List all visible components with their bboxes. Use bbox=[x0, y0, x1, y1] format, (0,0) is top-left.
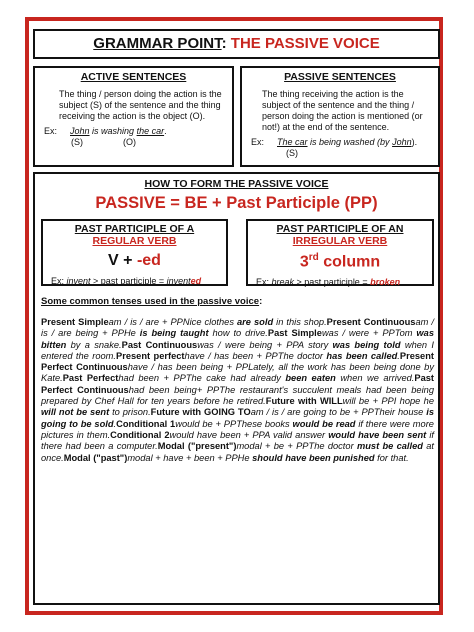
tense-example: A valid answer bbox=[264, 429, 329, 440]
regular-example-ending: ed bbox=[190, 276, 202, 286]
active-marks: (S) (O) bbox=[71, 137, 136, 147]
how-to-form-box bbox=[33, 172, 440, 605]
passive-example-agent: John bbox=[392, 137, 412, 147]
tense-form: modal + have + been + PP bbox=[127, 452, 238, 463]
tense-form: modal + be + PP bbox=[236, 441, 309, 452]
tense-name: Present Perfect Continuous bbox=[41, 350, 434, 373]
tense-name: Modal ("past") bbox=[63, 452, 128, 463]
page-title bbox=[33, 29, 440, 59]
tenses-section bbox=[41, 296, 434, 464]
tense-example: I hope he bbox=[393, 396, 434, 407]
tense-example: The doctor bbox=[277, 350, 327, 361]
tense-example-end: if there were more pictures in them. bbox=[41, 418, 434, 440]
irregular-example bbox=[256, 277, 432, 287]
tense-example: Lately, all the work has been being done by Kate. bbox=[41, 362, 434, 384]
tense-example-verb: is being taught bbox=[139, 328, 209, 339]
passive-formula: PASSIVE = BE + Past Participle (PP) bbox=[95, 194, 378, 212]
irregular-example-verb: break bbox=[271, 277, 295, 288]
how-to-heading: HOW TO FORM THE PASSIVE VOICE bbox=[144, 178, 329, 190]
active-example-object: the car bbox=[136, 126, 165, 136]
active-example bbox=[44, 126, 224, 137]
passive-example-end: ). bbox=[411, 137, 418, 147]
tense-example: The restaurant's succulent meals had been being prepared by Chef Hall for ten years before he retired. bbox=[41, 384, 434, 407]
tense-name: Past Perfect Continuous bbox=[41, 373, 435, 395]
passive-example bbox=[251, 137, 430, 148]
tense-name: Modal ("present") bbox=[157, 441, 237, 452]
regular-example-prefix: Ex: bbox=[51, 276, 67, 286]
tense-form: will be + PP bbox=[342, 396, 394, 407]
tense-example-end: in this shop. bbox=[273, 317, 327, 327]
tense-form: was / were + PP bbox=[321, 328, 395, 339]
irregular-rule-rest: column bbox=[318, 253, 381, 271]
tense-example-verb: has been called bbox=[326, 350, 398, 361]
active-example-label: Ex: bbox=[44, 126, 58, 136]
tenses-heading-text: Some common tenses used in the passive voice bbox=[41, 296, 260, 307]
irregular-rule bbox=[248, 252, 432, 271]
active-heading: ACTIVE SENTENCES bbox=[80, 71, 187, 83]
tense-example: Nice clothes bbox=[182, 317, 238, 327]
tense-example-verb: would have been sent bbox=[328, 429, 427, 440]
tense-form: am / is / are being + PP bbox=[41, 317, 434, 339]
title-colon: : bbox=[221, 35, 227, 52]
irregular-title-line1: PAST PARTICIPLE OF AN bbox=[276, 223, 404, 235]
tenses-heading bbox=[41, 296, 434, 307]
tense-form: would be + PP bbox=[175, 418, 237, 429]
title-part2: THE PASSIVE VOICE bbox=[230, 35, 380, 52]
tense-example: He bbox=[123, 328, 140, 339]
tense-example-verb: been eaten bbox=[285, 373, 336, 384]
tense-name: Conditional 1 bbox=[116, 418, 176, 429]
tense-form: am / is / are going to be + PP bbox=[250, 407, 374, 418]
active-sentences-box bbox=[33, 66, 234, 167]
passive-example-middle: is being washed (by bbox=[307, 137, 393, 147]
tense-form: am / is / are + PP bbox=[108, 317, 183, 327]
tenses-heading-colon: : bbox=[259, 296, 263, 307]
irregular-example-mid: > past participle = bbox=[294, 277, 371, 288]
regular-title-line2: REGULAR VERB bbox=[92, 235, 177, 247]
tense-example-verb: should have been punished bbox=[252, 452, 375, 463]
tense-form: have / has been being + PP bbox=[127, 362, 249, 373]
irregular-example-pp: broken bbox=[370, 277, 401, 288]
tense-example-end: by a snake. bbox=[66, 339, 122, 350]
tense-example-end: for that. bbox=[374, 452, 409, 463]
tense-name: Future with GOING TO bbox=[150, 407, 251, 418]
irregular-rule-suffix: rd bbox=[308, 252, 319, 263]
active-example-end: . bbox=[164, 126, 167, 136]
passive-example-label: Ex: bbox=[251, 137, 265, 147]
tense-item bbox=[64, 453, 409, 463]
passive-description: The thing receiving the action is the subject of the sentence and the thing / person doing the action is mentioned (or not!) at the end of the sentence. bbox=[262, 89, 423, 132]
tense-example-verb: was being told bbox=[332, 339, 401, 350]
tense-name: Past Simple bbox=[267, 328, 322, 339]
tense-name: Past Perfect bbox=[62, 373, 119, 384]
tense-name: Future with WILL bbox=[265, 396, 343, 407]
tenses-paragraph bbox=[41, 317, 434, 464]
passive-heading: PASSIVE SENTENCES bbox=[284, 71, 396, 83]
regular-example bbox=[51, 276, 226, 286]
tense-example: A story bbox=[297, 339, 333, 350]
tense-example-end: when we arrived. bbox=[335, 373, 415, 384]
tense-item bbox=[116, 351, 400, 361]
tense-item bbox=[41, 317, 327, 327]
tense-example: He bbox=[237, 452, 253, 463]
regular-title-line1: PAST PARTICIPLE OF A bbox=[74, 223, 195, 235]
tense-form: was / were being + PP bbox=[197, 339, 298, 350]
tense-form: had been being+ PP bbox=[128, 384, 220, 395]
tense-example-verb: would be read bbox=[292, 418, 356, 429]
tense-example-end: . bbox=[113, 418, 117, 429]
tense-example-end: if there had been a computer. bbox=[41, 429, 434, 452]
active-example-middle: is washing bbox=[89, 126, 137, 136]
irregular-title-line2: IRREGULAR VERB bbox=[292, 235, 388, 247]
tense-name: Past Continuous bbox=[121, 339, 198, 350]
tense-form: would have been + PP bbox=[169, 429, 265, 440]
tense-example-verb: must be called bbox=[356, 441, 423, 452]
tense-example-end: . bbox=[397, 350, 400, 361]
tense-form: had been + PP bbox=[118, 373, 186, 384]
tense-example: The doctor bbox=[308, 441, 357, 452]
active-example-subject: John bbox=[70, 126, 90, 136]
tense-name: Present Simple bbox=[41, 317, 109, 327]
tense-example-end: when I entered the room. bbox=[41, 339, 434, 361]
tense-example-verb: will not be sent bbox=[41, 407, 110, 418]
regular-verb-box bbox=[41, 219, 228, 286]
tense-example: Tom bbox=[394, 328, 417, 339]
tense-example: The cake had already bbox=[185, 373, 286, 384]
tense-example-end: at once. bbox=[41, 441, 434, 463]
tense-name: Present Continuous bbox=[326, 317, 416, 327]
irregular-example-prefix: Ex: bbox=[256, 277, 272, 288]
regular-rule-base: V + bbox=[108, 252, 137, 269]
tense-example-verb: are sold bbox=[237, 317, 274, 327]
tense-form: have / has been + PP bbox=[184, 350, 278, 361]
tense-item bbox=[63, 373, 415, 383]
irregular-verb-box bbox=[246, 219, 434, 286]
tense-example: These books bbox=[236, 418, 293, 429]
active-description: The thing / person doing the action is the subject (S) of the sentence and the thing receiving the action is the object (O). bbox=[59, 89, 222, 121]
regular-rule-suffix: -ed bbox=[136, 252, 161, 269]
tense-example-verb: was bitten bbox=[41, 328, 434, 350]
tense-name: Present perfect bbox=[116, 350, 185, 361]
tense-example-end: to prison. bbox=[109, 407, 151, 418]
passive-example-subject: The car bbox=[277, 137, 308, 147]
title-part1: GRAMMAR POINT bbox=[93, 35, 222, 52]
tense-name: Conditional 2 bbox=[110, 429, 170, 440]
tense-example-end: how to drive. bbox=[208, 328, 268, 339]
irregular-rule-number: 3 bbox=[299, 253, 309, 271]
passive-marks: (S) bbox=[286, 148, 298, 158]
tense-example-verb: is going to be sold bbox=[41, 407, 434, 429]
tense-example: Their house bbox=[373, 407, 427, 418]
passive-sentences-box bbox=[240, 66, 440, 167]
regular-example-mid: > past participle = bbox=[90, 276, 167, 286]
regular-rule bbox=[43, 252, 226, 270]
regular-example-stem: invent bbox=[166, 276, 191, 286]
regular-example-verb: invent bbox=[66, 276, 91, 286]
